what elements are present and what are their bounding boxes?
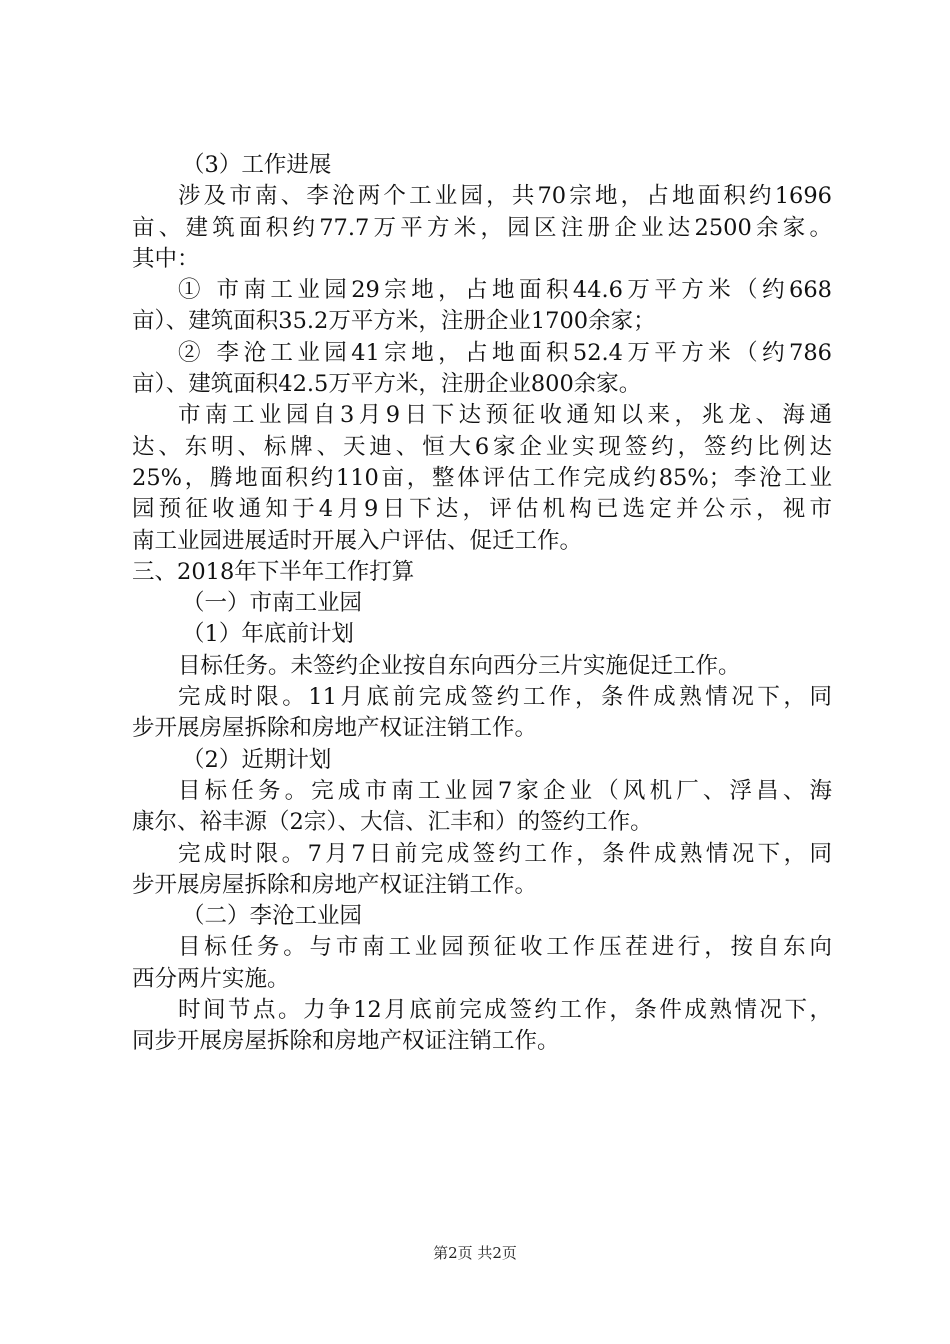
text-line: 南工业园进展适时开展入户评估、促迁工作。 — [132, 527, 583, 554]
text-line: 亩）、建筑面积35.2万平方米，注册企业1700余家； — [132, 308, 656, 335]
text-line: （1）年底前计划 — [182, 621, 354, 648]
text-line: 园预征收通知于4月9日下达，评估机构已选定并公示，视市 — [132, 496, 832, 523]
text-line: （二）李沧工业园 — [182, 903, 363, 930]
text-line: 其中： — [132, 245, 200, 272]
text-line: （2）近期计划 — [182, 746, 332, 773]
document-body — [132, 150, 832, 1058]
text-line: 康尔、裕丰源（2宗）、大信、汇丰和）的签约工作。 — [132, 809, 653, 836]
text-line: 亩）、建筑面积42.5万平方米，注册企业800余家。 — [132, 371, 642, 398]
text-line: 涉及市南、李沧两个工业园，共70宗地，占地面积约1696 — [178, 183, 832, 210]
text-line: 市南工业园自3月9日下达预征收通知以来，兆龙、海通 — [178, 402, 832, 429]
text-line: 同步开展房屋拆除和房地产权证注销工作。 — [132, 1028, 560, 1055]
text-line: （一）市南工业园 — [182, 590, 363, 617]
text-line: 达、东明、标牌、天迪、恒大6家企业实现签约，签约比例达 — [132, 433, 832, 460]
text-line: 目标任务。完成市南工业园7家企业（风机厂、浮昌、海 — [178, 777, 832, 804]
text-line: 三、2018年下半年工作打算 — [132, 558, 415, 585]
text-line: 步开展房屋拆除和房地产权证注销工作。 — [132, 715, 538, 742]
text-line: ② 李沧工业园41宗地，占地面积52.4万平方米（约786 — [178, 339, 832, 366]
text-line: （3）工作进展 — [182, 152, 332, 178]
text-line: 目标任务。与市南工业园预征收工作压茬进行，按自东向 — [178, 934, 832, 961]
text-line: 完成时限。11月底前完成签约工作，条件成熟情况下，同 — [178, 684, 832, 711]
text-line: ① 市南工业园29宗地，占地面积44.6万平方米（约668 — [178, 277, 832, 304]
text-line: 步开展房屋拆除和房地产权证注销工作。 — [132, 871, 538, 898]
text-line: 目标任务。未签约企业按自东向西分三片实施促迁工作。 — [178, 652, 741, 679]
text-line: 西分两片实施。 — [132, 965, 290, 992]
text-line: 25%，腾地面积约110亩，整体评估工作完成约85%；李沧工业 — [132, 464, 832, 491]
text-line: 亩、建筑面积约77.7万平方米，园区注册企业达2500余家。 — [132, 214, 832, 241]
page-footer: 第2页 共2页 — [433, 1244, 517, 1262]
text-line: 完成时限。7月7日前完成签约工作，条件成熟情况下，同 — [178, 840, 832, 867]
text-line: 时间节点。力争12月底前完成签约工作，条件成熟情况下， — [178, 997, 832, 1024]
